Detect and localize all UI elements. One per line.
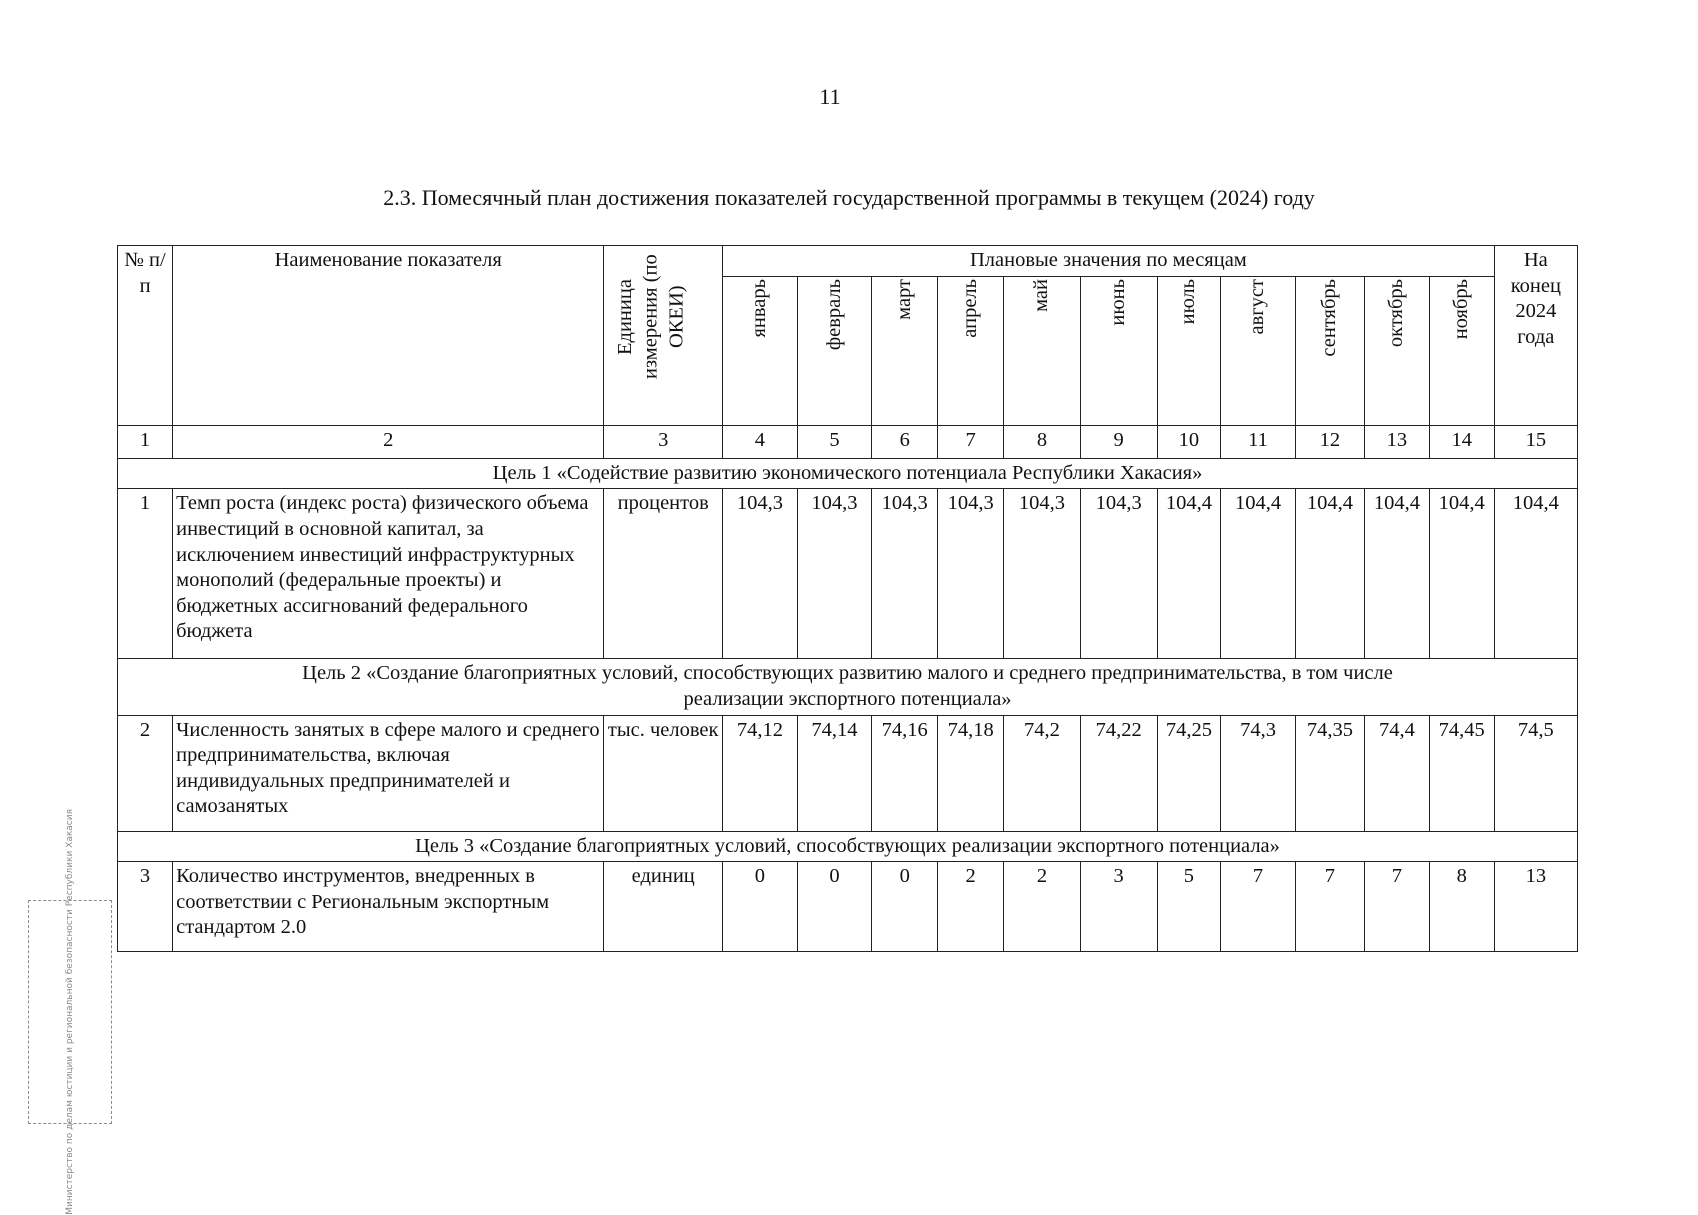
header-month: июль: [1157, 276, 1221, 425]
header-month: февраль: [797, 276, 872, 425]
goal-row: [118, 659, 1578, 715]
header-row-1: [118, 246, 1578, 277]
month-value: 7: [1295, 862, 1364, 952]
goal-row: [118, 458, 1578, 489]
indicator-name: Количество инструментов, внедренных в соответствии с Региональным экспортным стандартом 2.0: [173, 862, 604, 952]
column-number: 14: [1429, 425, 1494, 458]
column-number: 5: [797, 425, 872, 458]
month-value: 74,35: [1295, 715, 1364, 831]
column-number: 7: [938, 425, 1004, 458]
month-value: 104,3: [872, 489, 938, 659]
registration-stamp: [28, 809, 112, 1215]
month-value: 104,4: [1295, 489, 1364, 659]
page-number: 11: [819, 84, 841, 109]
header-unit-text: Единица измерения (по ОКЕИ): [614, 254, 688, 380]
month-value: 74,16: [872, 715, 938, 831]
header-month: май: [1004, 276, 1081, 425]
month-value: 0: [872, 862, 938, 952]
indicator-name: Численность занятых в сфере малого и среднего предпринимательства, включая индивидуальных предпринимателей и самозанятых: [173, 715, 604, 831]
month-value: 104,4: [1364, 489, 1429, 659]
column-numbers-row: [118, 425, 1578, 458]
month-value: 104,4: [1221, 489, 1296, 659]
month-value: 74,3: [1221, 715, 1296, 831]
row-num: 2: [118, 715, 173, 831]
month-value: 74,25: [1157, 715, 1221, 831]
month-value: 2: [938, 862, 1004, 952]
column-number: 15: [1494, 425, 1577, 458]
header-month: сентябрь: [1295, 276, 1364, 425]
month-value: 74,2: [1004, 715, 1081, 831]
column-number: 1: [118, 425, 173, 458]
header-month: январь: [723, 276, 798, 425]
end-of-year-value: 74,5: [1494, 715, 1577, 831]
goal-row: [118, 831, 1578, 862]
header-name: Наименование показателя: [173, 246, 604, 426]
header-month: март: [872, 276, 938, 425]
column-number: 2: [173, 425, 604, 458]
end-of-year-value: 104,4: [1494, 489, 1577, 659]
table-row: [118, 715, 1578, 831]
month-value: 8: [1429, 862, 1494, 952]
month-value: 74,4: [1364, 715, 1429, 831]
month-value: 2: [1004, 862, 1081, 952]
column-number: 9: [1080, 425, 1157, 458]
indicator-name: Темп роста (индекс роста) физического объема инвестиций в основной капитал, за исключением инвестиций инфраструктурных монополий (федеральные проекты) и бюджетных ассигнований федерального бюджета: [173, 489, 604, 659]
header-plan-values: Плановые значения по месяцам: [723, 246, 1495, 277]
column-number: 6: [872, 425, 938, 458]
header-num: № п/п: [118, 246, 173, 426]
column-number: 11: [1221, 425, 1296, 458]
month-value: 74,18: [938, 715, 1004, 831]
header-month: ноябрь: [1429, 276, 1494, 425]
month-value: 7: [1221, 862, 1296, 952]
header-month: апрель: [938, 276, 1004, 425]
goal-1: Цель 1 «Содействие развитию экономического потенциала Республики Хакасия»: [118, 458, 1578, 489]
month-value: 5: [1157, 862, 1221, 952]
month-value: 104,3: [723, 489, 798, 659]
stamp-text: Министерство по делам юстиции и региональной безопасности Республики Хакасия: [64, 809, 75, 1215]
month-value: 74,45: [1429, 715, 1494, 831]
row-num: 3: [118, 862, 173, 952]
column-number: 12: [1295, 425, 1364, 458]
header-end-of-year: На конец 2024 года: [1494, 246, 1577, 426]
goal-2: Цель 2 «Создание благоприятных условий, способствующих развитию малого и среднего предпринимательства, в том числе реализации экспортного потенциала»: [118, 659, 1578, 715]
header-unit: [604, 246, 723, 426]
table-row: [118, 489, 1578, 659]
table-row: [118, 862, 1578, 952]
header-month: июнь: [1080, 276, 1157, 425]
month-value: 0: [723, 862, 798, 952]
monthly-plan-table: [117, 245, 1578, 952]
month-value: 74,22: [1080, 715, 1157, 831]
month-value: 104,3: [1004, 489, 1081, 659]
month-value: 74,12: [723, 715, 798, 831]
table-title: 2.3. Помесячный план достижения показателей государственной программы в текущем (2024) году: [383, 185, 1315, 210]
header-month: октябрь: [1364, 276, 1429, 425]
month-value: 104,4: [1157, 489, 1221, 659]
column-number: 3: [604, 425, 723, 458]
goal-3: Цель 3 «Создание благоприятных условий, способствующих реализации экспортного потенциала»: [118, 831, 1578, 862]
row-num: 1: [118, 489, 173, 659]
month-value: 104,4: [1429, 489, 1494, 659]
end-of-year-value: 13: [1494, 862, 1577, 952]
header-month: август: [1221, 276, 1296, 425]
column-number: 8: [1004, 425, 1081, 458]
month-value: 104,3: [1080, 489, 1157, 659]
indicator-unit: единиц: [604, 862, 723, 952]
column-number: 13: [1364, 425, 1429, 458]
month-value: 104,3: [797, 489, 872, 659]
month-value: 7: [1364, 862, 1429, 952]
month-value: 74,14: [797, 715, 872, 831]
month-value: 0: [797, 862, 872, 952]
column-number: 10: [1157, 425, 1221, 458]
column-number: 4: [723, 425, 798, 458]
month-value: 3: [1080, 862, 1157, 952]
month-value: 104,3: [938, 489, 1004, 659]
indicator-unit: процентов: [604, 489, 723, 659]
indicator-unit: тыс. человек: [604, 715, 723, 831]
